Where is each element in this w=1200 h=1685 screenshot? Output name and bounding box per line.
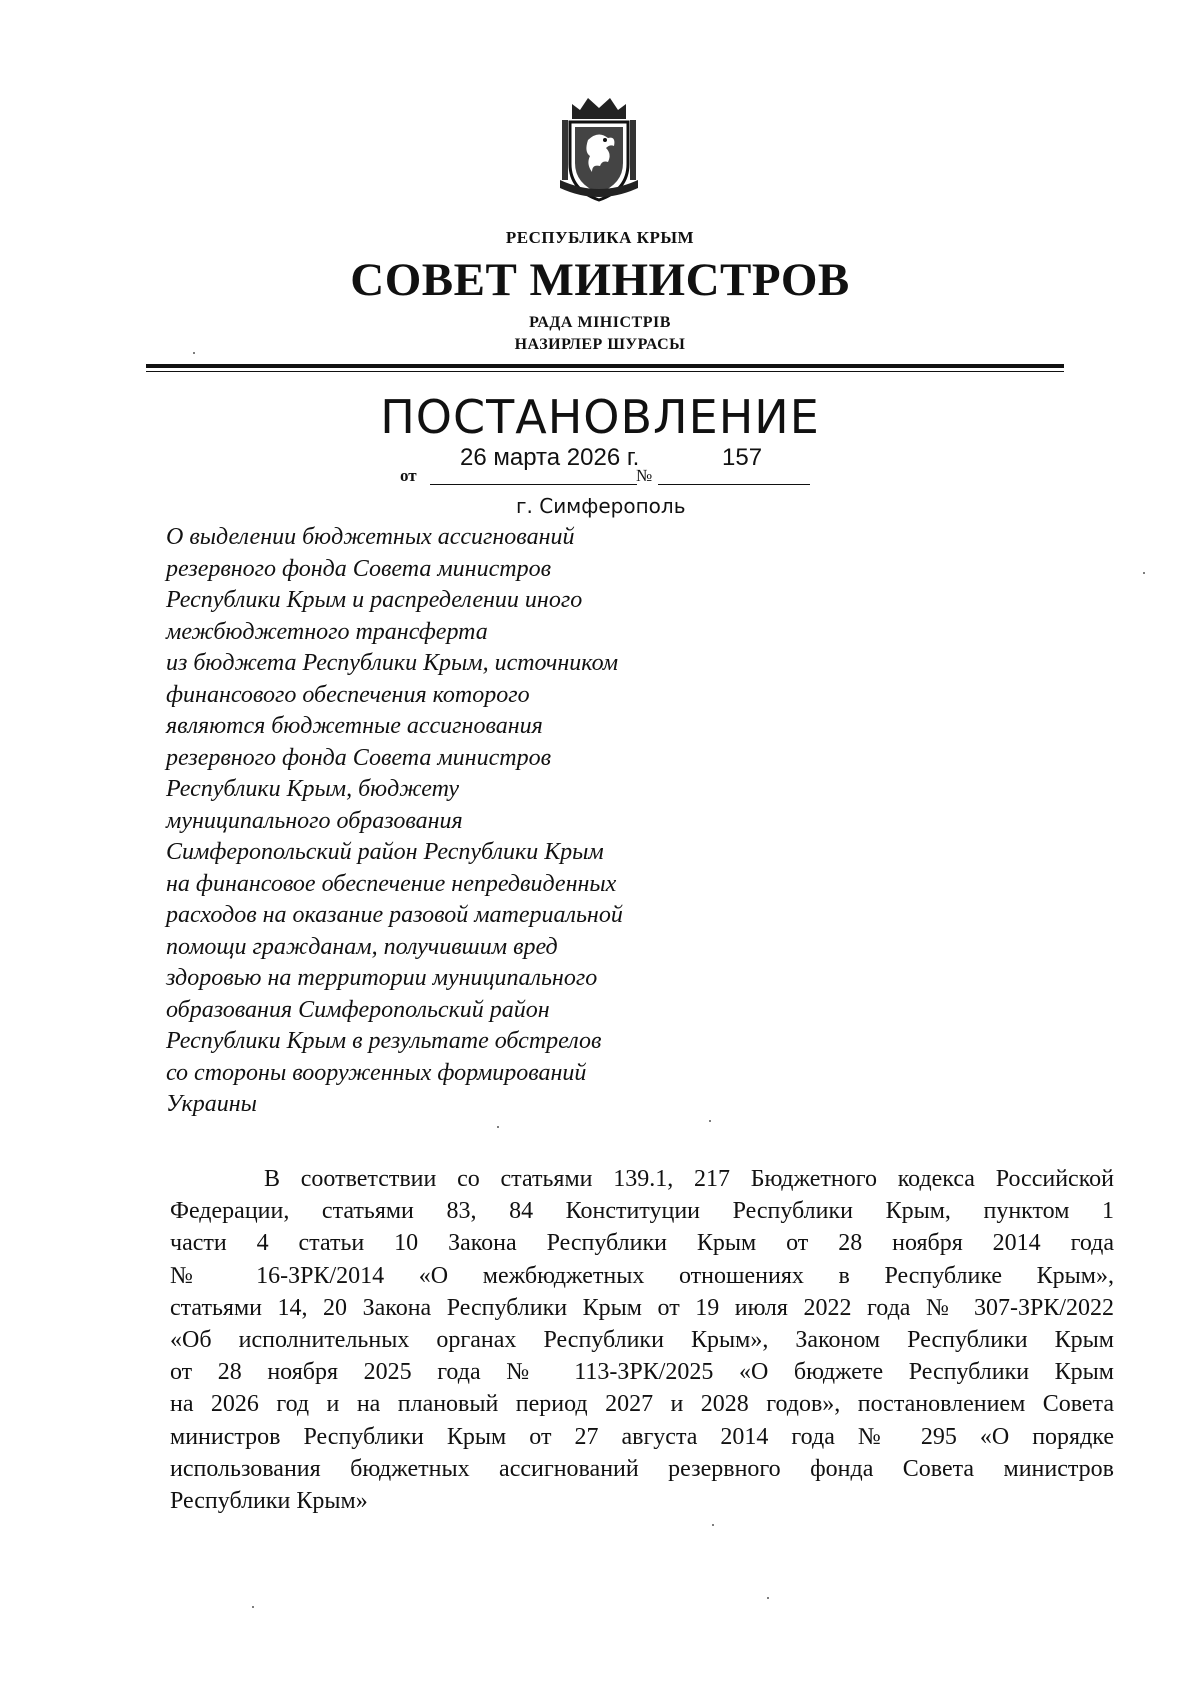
subject-line: Республики Крым в результате обстрелов (166, 1028, 602, 1054)
header-divider (146, 364, 1064, 368)
subject-line: О выделении бюджетных ассигнований (166, 524, 575, 550)
document-subject (166, 522, 766, 1121)
preamble-line: В соответствии со статьями 139.1, 217 Бюджетного кодекса Российской (264, 1166, 1114, 1192)
council-name-crimean-tatar: НАЗИРЛЕР ШУРАСЫ (514, 336, 686, 353)
preamble-line: от 28 ноября 2025 года № 113-ЗРК/2025 «О бюджете Республики Крым (170, 1359, 1114, 1386)
preamble-line: № 16-ЗРК/2014 «О межбюджетных отношениях в Республике Крым», (170, 1262, 1114, 1289)
preamble-line: на 2026 год и на плановый период 2027 и 2028 годов», постановлением Совета (170, 1391, 1114, 1418)
council-name: СОВЕТ МИНИСТРОВ (350, 254, 850, 306)
preamble-line: статьями 14, 20 Закона Республики Крым от 19 июля 2022 года № 307-ЗРК/2022 (170, 1294, 1114, 1321)
subject-line: муниципального образования (166, 807, 463, 834)
scan-speck (497, 1126, 499, 1128)
preamble-line: Республики Крым» (170, 1487, 368, 1514)
subject-line: со стороны вооруженных формирований (166, 1059, 587, 1086)
document-number: 157 (722, 444, 763, 471)
subject-line: резервного фонда Совета министров (166, 555, 551, 582)
subject-line: из бюджета Республики Крым, источником (166, 650, 619, 676)
subject-line: финансового обеспечения которого (166, 681, 530, 708)
subject-line: резервного фонда Совета министров (166, 744, 551, 771)
document-date: 26 марта 2026 г. (460, 444, 640, 471)
subject-line: на финансовое обеспечение непредвиденных (166, 870, 617, 897)
preamble-line: Федерации, статьями 83, 84 Конституции Республики Крым, пунктом 1 (170, 1198, 1114, 1225)
subject-line: Республики Крым и распределении иного (166, 587, 583, 613)
subject-line: межбюджетного трансферта (166, 618, 488, 645)
subject-line: помощи гражданам, получившим вред (166, 933, 558, 960)
republic-name: РЕСПУБЛИКА КРЫМ (505, 228, 695, 247)
header-divider-thin (146, 371, 1064, 372)
preamble-line: части 4 статьи 10 Закона Республики Крым от 28 ноября 2014 года (170, 1230, 1114, 1257)
scan-speck (193, 352, 195, 354)
preamble-line: министров Республики Крым от 27 августа 2014 года № 295 «О порядке (170, 1423, 1114, 1450)
date-prefix: от (400, 466, 417, 485)
document-type: ПОСТАНОВЛЕНИЕ (380, 390, 820, 444)
scan-speck (252, 1606, 254, 1608)
date-underline (430, 484, 637, 485)
scan-speck (709, 1120, 711, 1122)
number-underline (658, 484, 810, 485)
subject-line: здоровью на территории муниципального (166, 965, 598, 991)
preamble-line: использования бюджетных ассигнований резервного фонда Совета министров (170, 1455, 1114, 1482)
scan-speck (767, 1597, 769, 1599)
preamble-line: «Об исполнительных органах Республики Крым», Законом Республики Крым (170, 1326, 1114, 1353)
subject-line: расходов на оказание разовой материальной (166, 902, 623, 928)
subject-line: Республики Крым, бюджету (166, 776, 459, 802)
crimea-coat-of-arms-icon (558, 94, 640, 204)
scan-speck (1143, 572, 1145, 574)
council-name-ukrainian: РАДА МІНІСТРІВ (529, 314, 671, 331)
date-number-row (400, 444, 820, 486)
document-city: г. Симферополь (516, 494, 686, 518)
subject-line: образования Симферопольский район (166, 996, 550, 1023)
subject-line: являются бюджетные ассигнования (166, 713, 543, 739)
number-label: № (636, 466, 653, 485)
preamble-paragraph (170, 1163, 1114, 1517)
subject-line: Украины (166, 1091, 257, 1117)
subject-line: Симферопольский район Республики Крым (166, 839, 604, 865)
scan-speck (712, 1524, 714, 1526)
